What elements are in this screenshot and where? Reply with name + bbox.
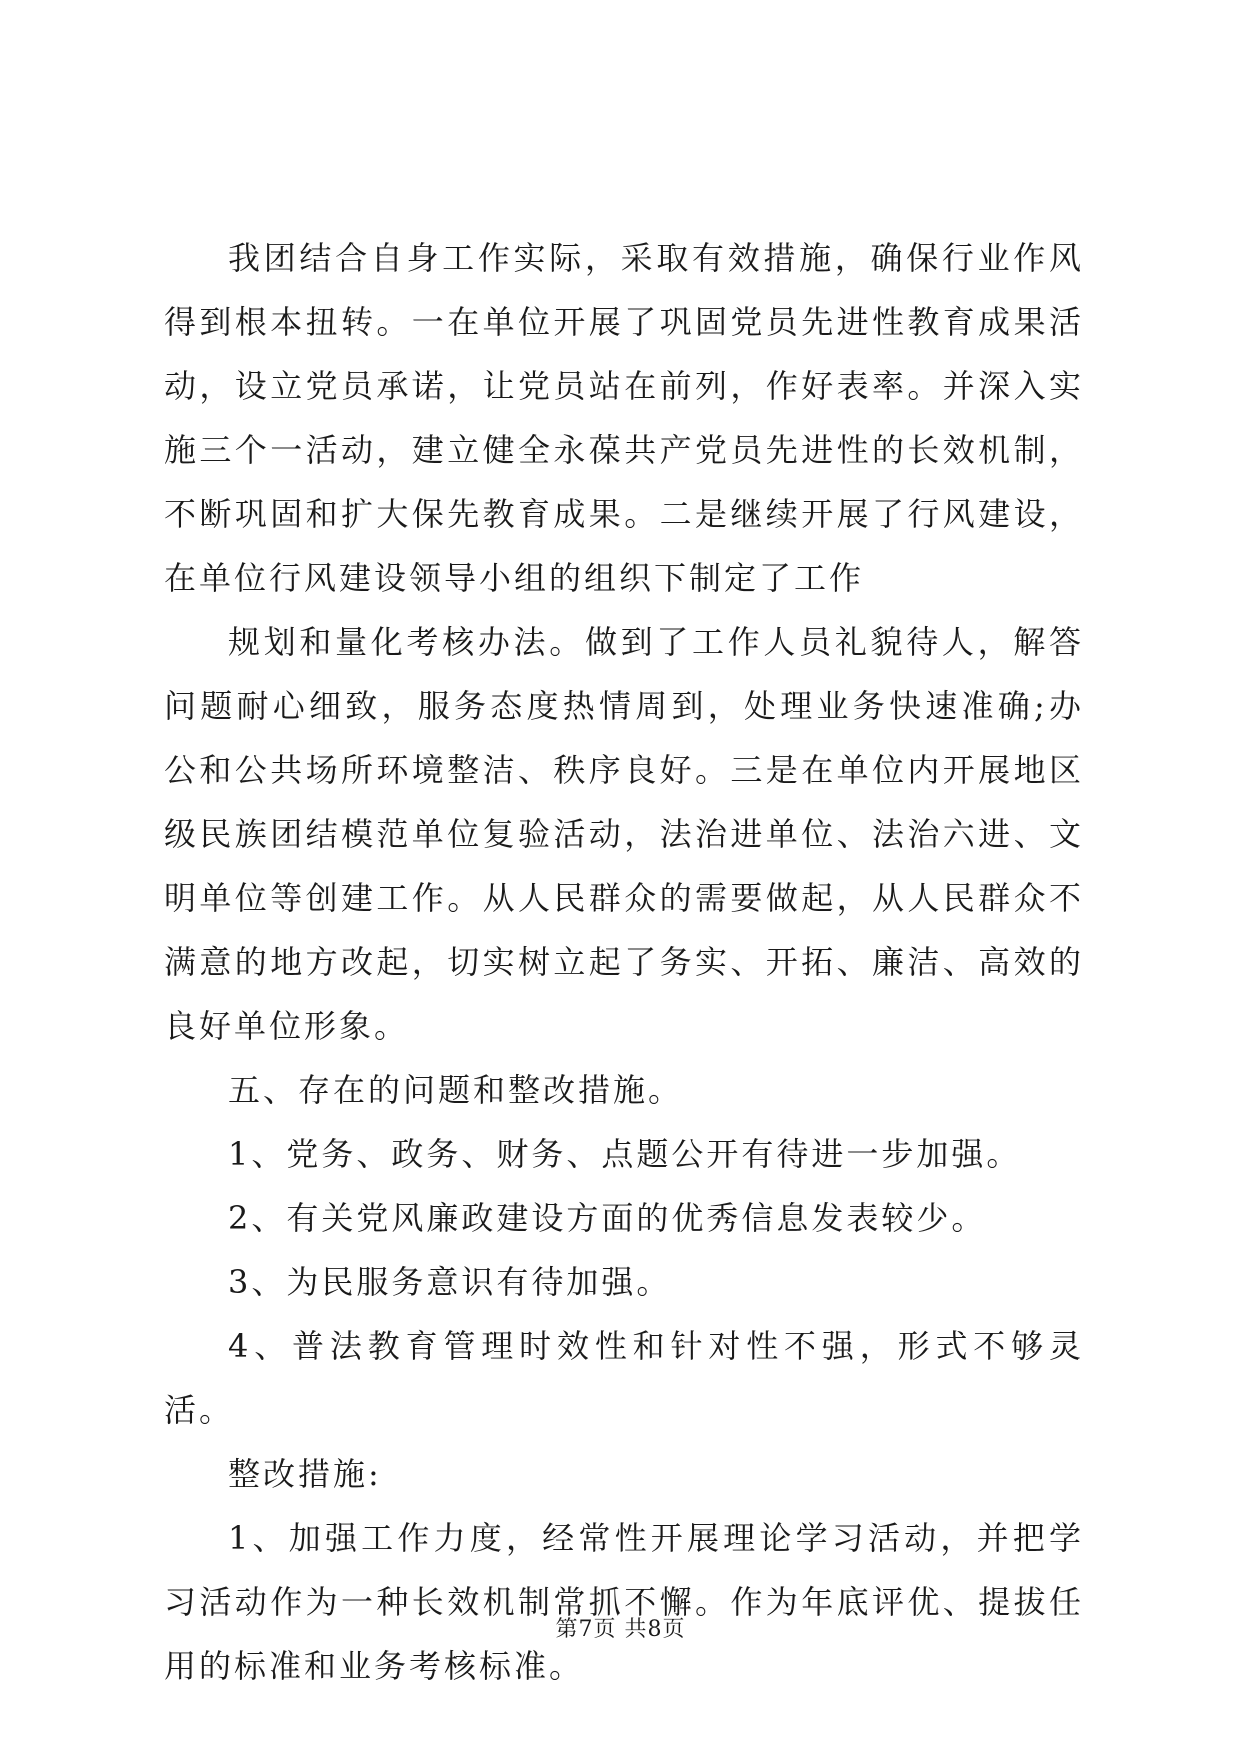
- problem-item-4: 4、普法教育管理时效性和针对性不强，形式不够灵活。: [164, 1327, 1084, 1429]
- problem-item-3: 3、为民服务意识有待加强。: [228, 1263, 672, 1301]
- paragraph-assessment: 规划和量化考核办法。做到了工作人员礼貌待人，解答问题耐心细致，服务态度热情周到，处理业务快速准确;办公和公共场所环境整洁、秩序良好。三是在单位内开展地区级民族团结模范单位复验活动，法治进单位、法治六进、文明单位等创建工作。从人民群众的需要做起，从人民群众不满意的地方改起，切实树立起了务实、开拓、廉洁、高效的良好单位形象。: [164, 623, 1084, 1045]
- section-heading-problems: 五、存在的问题和整改措施。: [228, 1071, 684, 1109]
- rectification-item-1: 1、加强工作力度，经常性开展理论学习活动，并把学习活动作为一种长效机制常抓不懈。作为年底评优、提拔任用的标准和业务考核标准。: [164, 1519, 1084, 1685]
- paragraph-work-measures: 我团结合自身工作实际，采取有效措施，确保行业作风得到根本扭转。一在单位开展了巩固党员先进性教育成果活动，设立党员承诺，让党员站在前列，作好表率。并深入实施三个一活动，建立健全永葆共产党员先进性的长效机制，不断巩固和扩大保先教育成果。二是继续开展了行风建设，在单位行风建设领导小组的组织下制定了工作: [164, 239, 1084, 597]
- page-number-label: 第7页 共8页: [555, 1617, 686, 1642]
- rectification-heading: 整改措施:: [228, 1455, 382, 1493]
- problem-item-2: 2、有关党风廉政建设方面的优秀信息发表较少。: [228, 1199, 987, 1237]
- problem-item-1: 1、党务、政务、财务、点题公开有待进一步加强。: [228, 1135, 1022, 1173]
- page-footer: [0, 1612, 1241, 1643]
- document-body: [164, 226, 1084, 1698]
